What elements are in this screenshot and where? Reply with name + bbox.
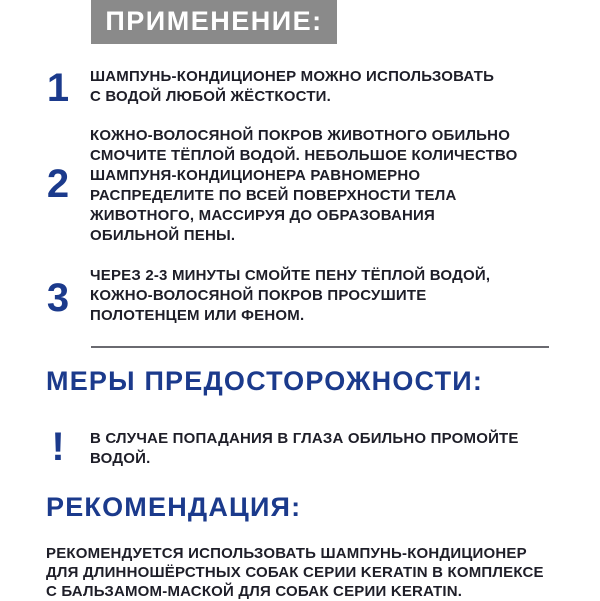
recommendation-text [46,544,586,601]
usage-title-banner [91,0,337,44]
step-number-3: 3 [46,276,70,320]
step-2-line: РАСПРЕДЕЛИТЕ ПО ВСЕЙ ПОВЕРХНОСТИ ТЕЛА [90,187,457,204]
step-2-line: СМОЧИТЕ ТЁПЛОЙ ВОДОЙ. НЕБОЛЬШОЕ КОЛИЧЕСТВО [90,147,518,164]
step-3-line: КОЖНО-ВОЛОСЯНОЙ ПОКРОВ ПРОСУШИТЕ [90,287,427,304]
step-2-line: ШАМПУНЯ-КОНДИЦИОНЕРА РАВНОМЕРНО [90,167,421,184]
step-number-2: 2 [46,162,70,206]
step-2-line: ОБИЛЬНОЙ ПЕНЫ. [90,227,236,244]
recommendation-line: ДЛЯ ДЛИННОШЁРСТНЫХ СОБАК СЕРИИ KERATIN В КОМПЛЕКСЕ [46,564,544,581]
recommendation-title: РЕКОМЕНДАЦИЯ: [46,492,302,522]
precautions-text [90,429,570,469]
precautions-line: ВОДОЙ. [90,450,151,467]
recommendation-line: С БАЛЬЗАМОМ-МАСКОЙ ДЛЯ СОБАК СЕРИИ KERATIN. [46,583,463,600]
step-text-3 [90,266,570,326]
step-number-1: 1 [46,66,70,110]
step-text-2 [90,126,570,246]
step-2-line: ЖИВОТНОГО, МАССИРУЯ ДО ОБРАЗОВАНИЯ [90,207,436,224]
precautions-title: МЕРЫ ПРЕДОСТОРОЖНОСТИ: [46,366,484,396]
recommendation-line: РЕКОМЕНДУЕТСЯ ИСПОЛЬЗОВАТЬ ШАМПУНЬ-КОНДИЦИОНЕР [46,545,527,562]
step-3-line: ЧЕРЕЗ 2-3 МИНУТЫ СМОЙТЕ ПЕНУ ТЁПЛОЙ ВОДОЙ, [90,267,491,284]
step-1-line: ШАМПУНЬ-КОНДИЦИОНЕР МОЖНО ИСПОЛЬЗОВАТЬ [90,68,495,85]
section-divider [91,346,549,348]
usage-title: ПРИМЕНЕНИЕ: [105,5,323,36]
exclamation-icon: ! [51,425,65,469]
step-2-line: КОЖНО-ВОЛОСЯНОЙ ПОКРОВ ЖИВОТНОГО ОБИЛЬНО [90,127,511,144]
step-text-1 [90,67,570,107]
step-1-line: С ВОДОЙ ЛЮБОЙ ЖЁСТКОСТИ. [90,88,332,105]
precautions-line: В СЛУЧАЕ ПОПАДАНИЯ В ГЛАЗА ОБИЛЬНО ПРОМОЙТЕ [90,430,519,447]
step-3-line: ПОЛОТЕНЦЕМ ИЛИ ФЕНОМ. [90,307,305,324]
